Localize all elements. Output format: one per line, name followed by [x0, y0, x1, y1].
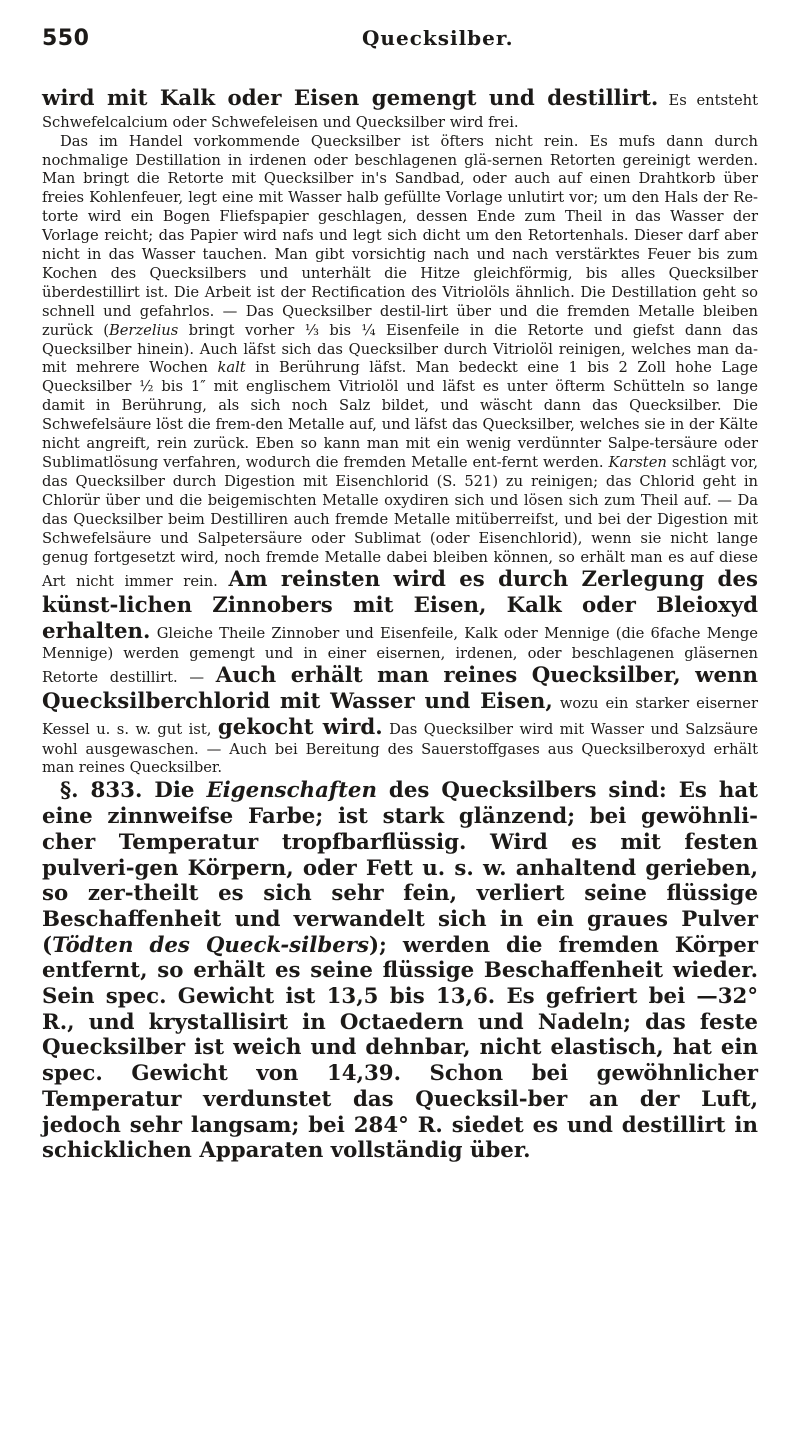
text-run: schlägt vor, das Quecksilber durch Digestion mit Eisenchlorid (S. 521) zu reinigen; das Chlorid geht in Chlorür über und die beigemischten Metalle oxydiren sich und lösen sich zum Theil auf. — Da das Quecksilber beim Destilliren auch fremde Metalle mitüberreifst, und bei der Digestion mit Schwefelsäure und Salpetersäure oder Sublimat (oder Eisenchlorid), wenn sie nicht lange genug fortgesetzt wird, noch fremde Metalle dabei bleiben können, so erhält man es auf diese Art nicht immer rein. [42, 454, 758, 591]
section-number: §. 833. [60, 778, 143, 804]
text-run: Gleiche Theile Zinnober und Eisenfeile, Kalk oder Mennige (die 6fache Menge Mennige) werden gemengt und in einer eisernen, irdenen, oder beschlagenen gläsernen Retorte destillirt. — [42, 624, 758, 687]
emphasized-sentence: Auch erhält man reines Quecksilber, wenn Quecksilberchlorid mit Wasser und Eisen, [42, 663, 758, 715]
page-header [42, 26, 762, 66]
italic-name-karsten: Karsten [608, 454, 667, 472]
text-run: ); werden die fremden Körper entfernt, so erhält es seine flüssige Beschaffenheit wieder. Sein spec. Gewicht ist 13,5 bis 13,6. Es gefriert bei —32° R., und krystallisirt in Octaedern und Nadeln; das feste Quecksilber ist weich und dehnbar, nicht elastisch, hat ein spec. Gewicht von 14,39. Schon bei gewöhnlicher Temperatur verdunstet das Quecksil-ber an der Luft, jedoch sehr langsam; bei 284° R. siedet es und destillirt in schicklichen Apparaten vollständig über. [42, 932, 758, 1164]
emphasized-word: gekocht wird. [217, 714, 383, 740]
italic-name-berzelius: Berzelius [108, 321, 179, 339]
italic-term-toedten: Tödten des Queck-silbers [52, 932, 369, 958]
bold-sentence: wird mit Kalk oder Eisen gemengt und destillirt. [42, 86, 659, 111]
running-title: Quecksilber. [362, 26, 514, 50]
text-run: Das Quecksilber wird mit Wasser und Salzsäure wohl ausgewaschen. — Auch bei Bereitung des Sauerstoffgases aus Quecksilberoxyd erhält man reines Quecksilber. [42, 720, 758, 777]
main-text [42, 86, 758, 1164]
small-text: Es entsteht Schwefelcalcium oder Schwefeleisen und Quecksilber wird frei. [42, 92, 758, 131]
text-run: Die [142, 778, 207, 804]
page-number: 550 [42, 26, 90, 51]
emphasized-sentence: Am reinsten wird es durch Zerlegung des künst-lichen Zinnobers mit Eisen, Kalk oder Bleioxyd erhalten. [42, 567, 758, 644]
italic-term-eigenschaften: Eigenschaften [206, 778, 377, 804]
paragraph-1 [42, 86, 758, 133]
text-run: in Berührung läfst. Man bedeckt eine 1 bis 2 Zoll hohe Lage Quecksilber ½ bis 1″ mit englischem Vitriolöl und läfst es unter öfterm Schütteln so lange damit in Berührung, als sich noch Salz bildet, und wäscht dann das Quecksilber. Die Schwefelsäure löst die frem-den Metalle auf, und läfst das Quecksilber, welches sie in der Kälte nicht angreift, rein zurück. Eben so kann man mit ein wenig verdünnter Salpe-tersäure oder Sublimatlösung verfahren, wodurch die fremden Metalle ent-fernt werden. [42, 359, 758, 472]
text-run: bringt vorher ⅓ bis ¼ Eisenfeile in die Retorte und giefst dann das Quecksilber hinein). Auch läfst sich das Quecksilber durch Vitriolöl reinigen, welches man da-mit mehrere Wochen [42, 321, 758, 377]
paragraph-2 [42, 133, 758, 779]
text-run: wozu ein starker eiserner Kessel u. s. w. gut ist, [42, 695, 758, 738]
text-run: des Quecksilbers sind: Es hat eine zinnweifse Farbe; ist stark glänzend; bei gewöhnli-cher Temperatur tropfbarflüssig. Wird es mit festen pulveri-gen Körpern, oder Fett u. s. w. anhaltend gerieben, so zer-theilt es sich sehr fein, verliert seine flüssige Beschaffenheit und verwandelt sich in ein graues Pulver ( [42, 778, 759, 958]
paragraph-3 [42, 778, 758, 1164]
text-run: Das im Handel vorkommende Quecksilber ist öfters nicht rein. Es mufs dann durch nochmalige Destillation in irdenen oder beschlagenen glä-sernen Retorten gereinigt werden. Man bringt die Retorte mit Quecksilber in's Sandbad, oder auch auf einen Drahtkorb über freies Kohlenfeuer, legt eine mit Wasser halb gefüllte Vorlage unlutirt vor; um den Hals der Re-torte wird ein Bogen Fliefspapier geschlagen, dessen Ende zum Theil in das Wasser der Vorlage reicht; das Papier wird nafs und legt sich dicht um den Retortenhals. Dieser darf aber nicht in das Wasser tauchen. Man gibt vorsichtig nach und nach verstärktes Feuer bis zum Kochen des Quecksilbers und unterhält die Hitze gleichförmig, bis alles Quecksilber überdestillirt ist. Die Arbeit ist der Rectification des Vitriolöls ähnlich. Die Destillation geht so schnell und gefahrlos. — Das Quecksilber destil-lirt über und die fremden Metalle bleiben zurück ( [42, 132, 758, 339]
italic-word-kalt: kalt [217, 359, 246, 377]
